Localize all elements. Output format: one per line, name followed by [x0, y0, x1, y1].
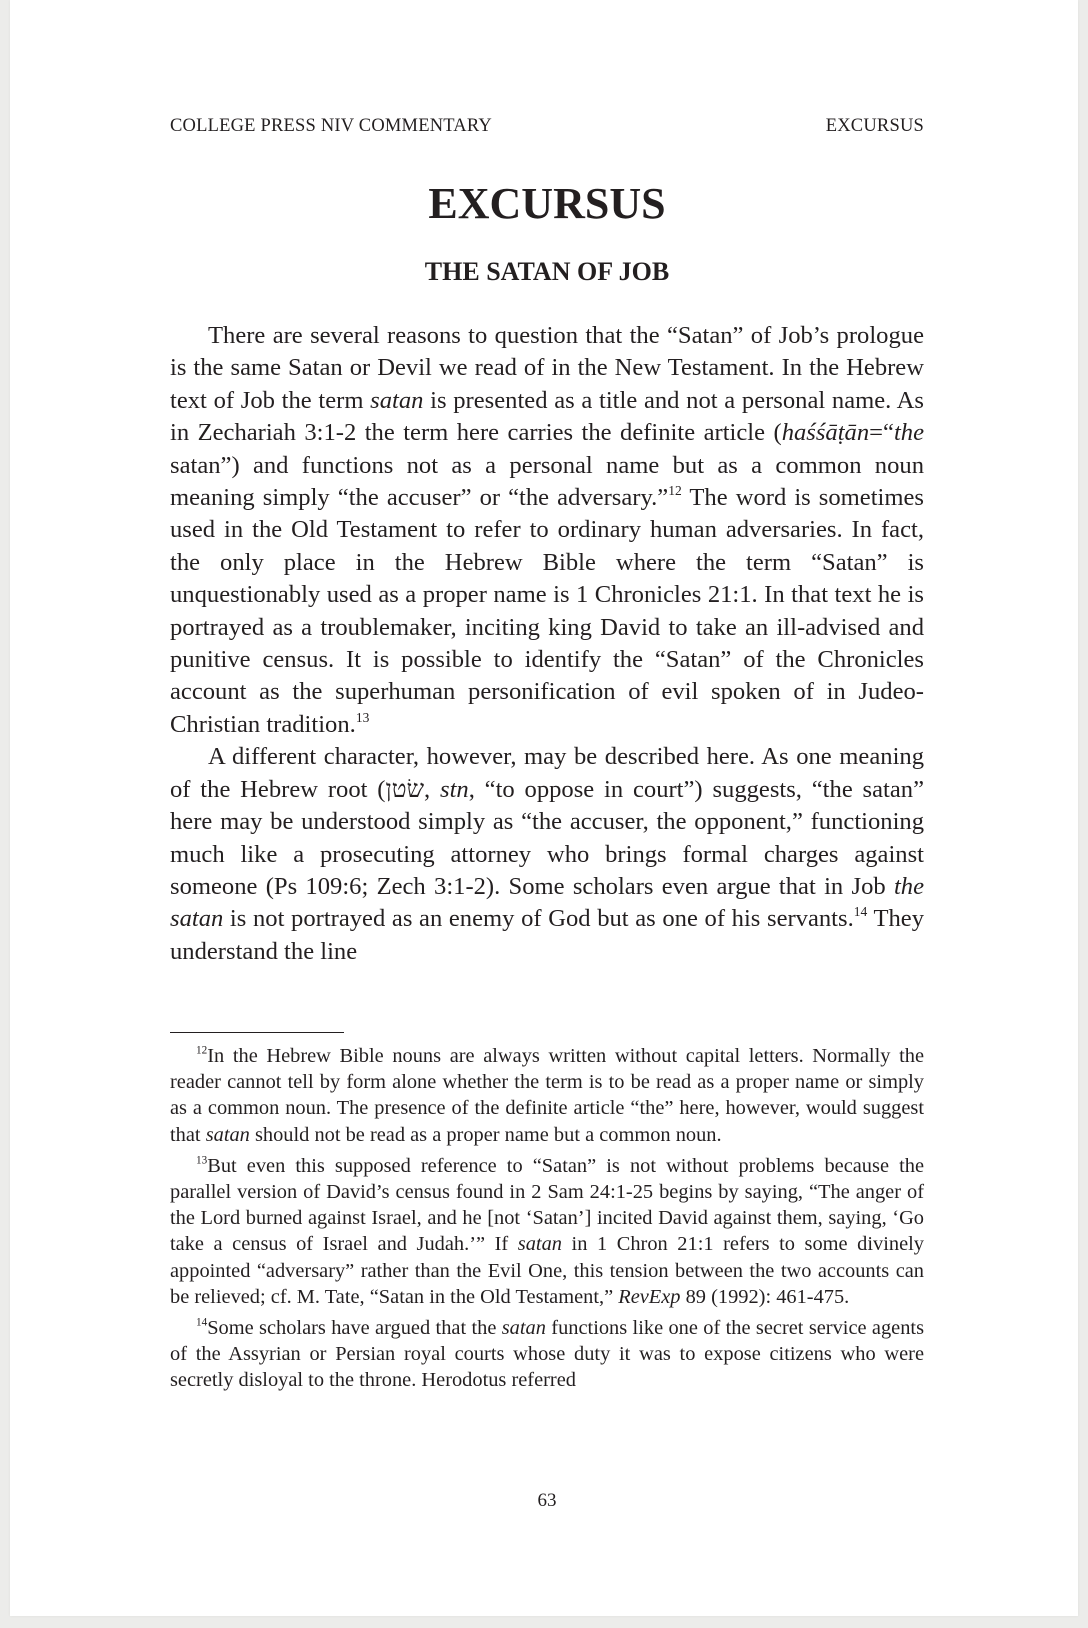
- chapter-title: EXCURSUS: [428, 179, 666, 228]
- page-number: 63: [537, 1490, 557, 1511]
- running-head: [170, 116, 924, 137]
- running-head-right: EXCURSUS: [825, 116, 924, 136]
- footnote-ref-12: 12: [668, 482, 682, 498]
- running-head-left: COLLEGE PRESS NIV COMMENTARY: [170, 116, 492, 136]
- footnote-rule: [170, 1032, 344, 1033]
- body-text: [170, 320, 924, 968]
- body-paragraph-2: A different character, however, may be described here. As one meaning of the Hebrew root (שׂטן, stn, “to oppose in court”) suggests, “the satan” here may be understood simply as “the accuser, the opponent,” functioning much like a prosecuting attorney who brings formal charges against someone (Ps 109:6; Zech 3:1-2). Some scholars even argue that in Job the satan is not portrayed as an enemy of God but as one of his servants.$^{14}$ They understand the line: [170, 743, 925, 965]
- hebrew-root: שׂטן: [385, 775, 425, 803]
- footnote-ref-14: 14: [853, 904, 868, 920]
- body-paragraph-1: There are several reasons to question that the “Satan” of Job’s prologue is the same Satan or Devil we read of in the New Testament. In the Hebrew text of Job the term satan is presented as a title and not a personal name. As in Zechariah 3:1-2 the term here carries the definite article (haśśāṭān=“the satan”) and functions not as a personal name but as a common noun meaning simply “the accuser” or “the adversary.”$^{12}$ The word is sometimes used in the Old Testament to refer to ordinary human adversaries. In fact, the only place in the Hebrew Bible where the term “Satan” is unquestionably used as a proper name is 1 Chronicles 21:1. In that text he is portrayed as a troublemaker, inciting king David to take an ill-advised and punitive census. It is possible to identify the “Satan” of the Chronicles account as the superhuman personification of evil spoken of in Judeo-Christian tradition.$^{13}$: [170, 322, 925, 738]
- footnote-12: $^{12}$In the Hebrew Bible nouns are always written without capital letters. Normally the reader cannot tell by form alone whether the term is to be read as a proper name or simply as a common noun. The presence of the definite article “the” here, however, would suggest that satan should not be read as a proper name but a common noun.: [170, 1044, 924, 1146]
- footnote-14: $^{14}$Some scholars have argued that the satan functions like one of the secret service agents of the Assyrian or Persian royal courts whose duty it was to expose citizens who were secretly disloyal to the throne. Herodotus referred: [170, 1316, 925, 1392]
- footnote-13: $^{13}$But even this supposed reference to “Satan” is not without problems because the parallel version of David’s census found in 2 Sam 24:1-25 begins by saying, “The anger of the Lord burned against Israel, and he [not ‘Satan’] incited David against them, saying, ‘Go take a census of Israel and Judah.’” If satan in 1 Chron 21:1 refers to some divinely appointed “adversary” rather than the Evil One, this tension between the two accounts can be relieved; cf. M. Tate, “Satan in the Old Testament,” RevExp 89 (1992): 461-475.: [170, 1154, 924, 1308]
- chapter-subtitle: THE SATAN OF JOB: [424, 257, 670, 286]
- footnotes: [170, 1043, 924, 1399]
- footnote-ref-13: 13: [355, 709, 370, 725]
- book-page: [10, 0, 1078, 1616]
